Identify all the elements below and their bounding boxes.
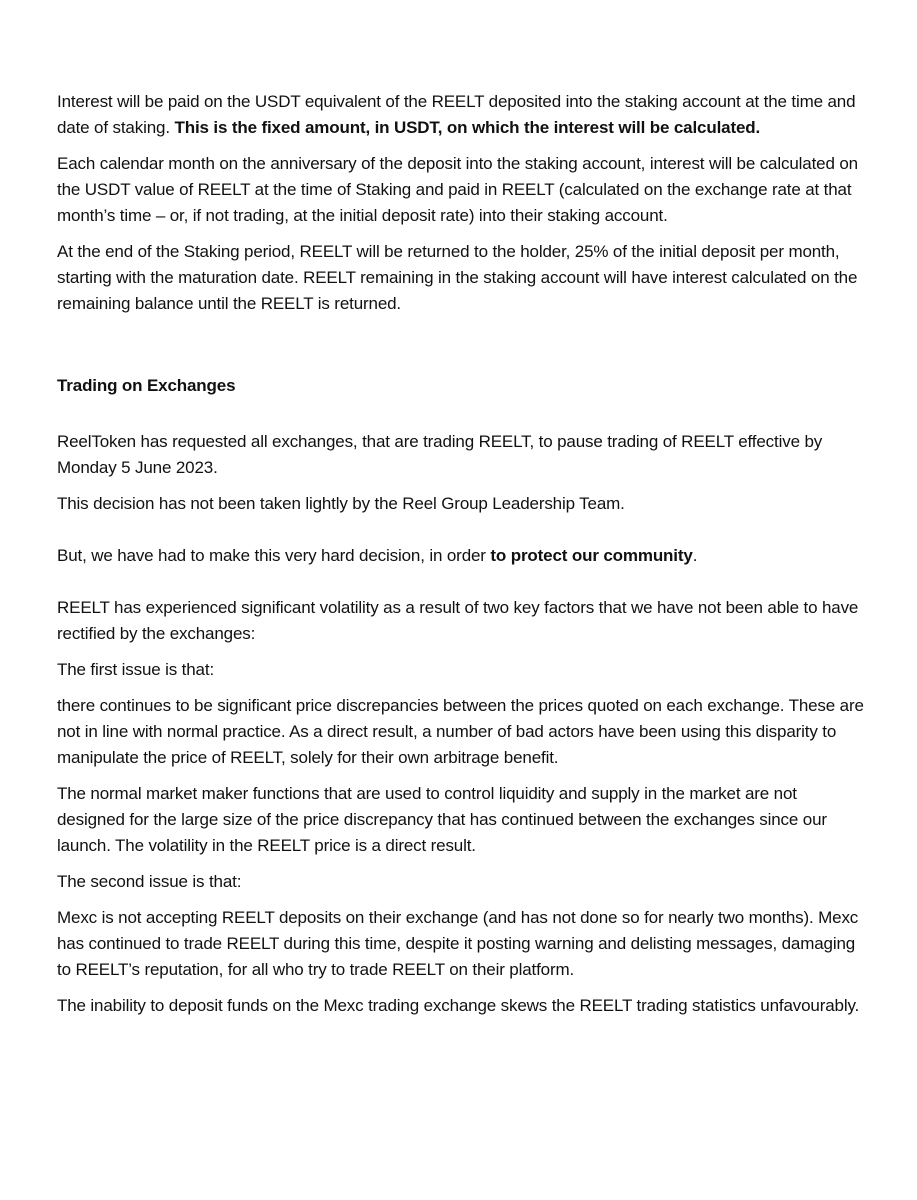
first-issue-paragraph: there continues to be significant price discrepancies between the prices quoted on each exchange. These are not in line with normal practice. As a direct result, a number of bad actors have been using this disparity to manipulate the price of REELT, solely for their own arbitrage benefit. xyxy=(57,696,864,767)
second-issue-label: The second issue is that: xyxy=(57,872,242,891)
staking-interest-paragraph xyxy=(57,89,865,141)
protect-community-bold-text: to protect our community xyxy=(490,546,693,565)
market-maker-paragraph: The normal market maker functions that are used to control liquidity and supply in the market are not designed for the large size of the price discrepancy that has continued between the exchanges since our launch. The volatility in the REELT price is a direct result. xyxy=(57,784,827,855)
staking-interest-bold-text: This is the fixed amount, in USDT, on which the interest will be calculated. xyxy=(174,118,761,137)
staking-monthly-paragraph: Each calendar month on the anniversary of the deposit into the staking account, interest will be calculated on the USDT value of REELT at the time of Staking and paid in REELT (calculated on the exchange rate at that month’s time – or, if not trading, at the initial deposit rate) into their staking account. xyxy=(57,154,858,225)
protect-community-paragraph xyxy=(57,543,865,569)
decision-paragraph: This decision has not been taken lightly by the Reel Group Leadership Team. xyxy=(57,494,625,513)
protect-community-end: . xyxy=(692,546,698,565)
document-page xyxy=(57,89,865,1029)
volatility-paragraph: REELT has experienced significant volatility as a result of two key factors that we have not been able to have rectified by the exchanges: xyxy=(57,598,859,643)
staking-interest-text: Interest will be paid on the USDT equivalent of the REELT deposited into the staking account at the time and date of staking. xyxy=(57,92,856,137)
second-issue-paragraph: Mexc is not accepting REELT deposits on their exchange (and has not done so for nearly two months). Mexc has continued to trade REELT during this time, despite it posting warning and delisting messages, damaging to REELT’s reputation, for all who try to trade REELT on their platform. xyxy=(57,908,859,979)
staking-return-paragraph: At the end of the Staking period, REELT will be returned to the holder, 25% of the initial deposit per month, starting with the maturation date. REELT remaining in the staking account will have interest calculated on the remaining balance until the REELT is returned. xyxy=(57,242,858,313)
pause-trading-paragraph: ReelToken has requested all exchanges, that are trading REELT, to pause trading of REELT effective by Monday 5 June 2023. xyxy=(57,432,823,477)
first-issue-label: The first issue is that: xyxy=(57,660,215,679)
section-heading-trading: Trading on Exchanges xyxy=(57,376,236,395)
protect-community-text: But, we have had to make this very hard decision, in order xyxy=(57,546,491,565)
deposit-inability-paragraph: The inability to deposit funds on the Mexc trading exchange skews the REELT trading statistics unfavourably. xyxy=(57,996,860,1015)
